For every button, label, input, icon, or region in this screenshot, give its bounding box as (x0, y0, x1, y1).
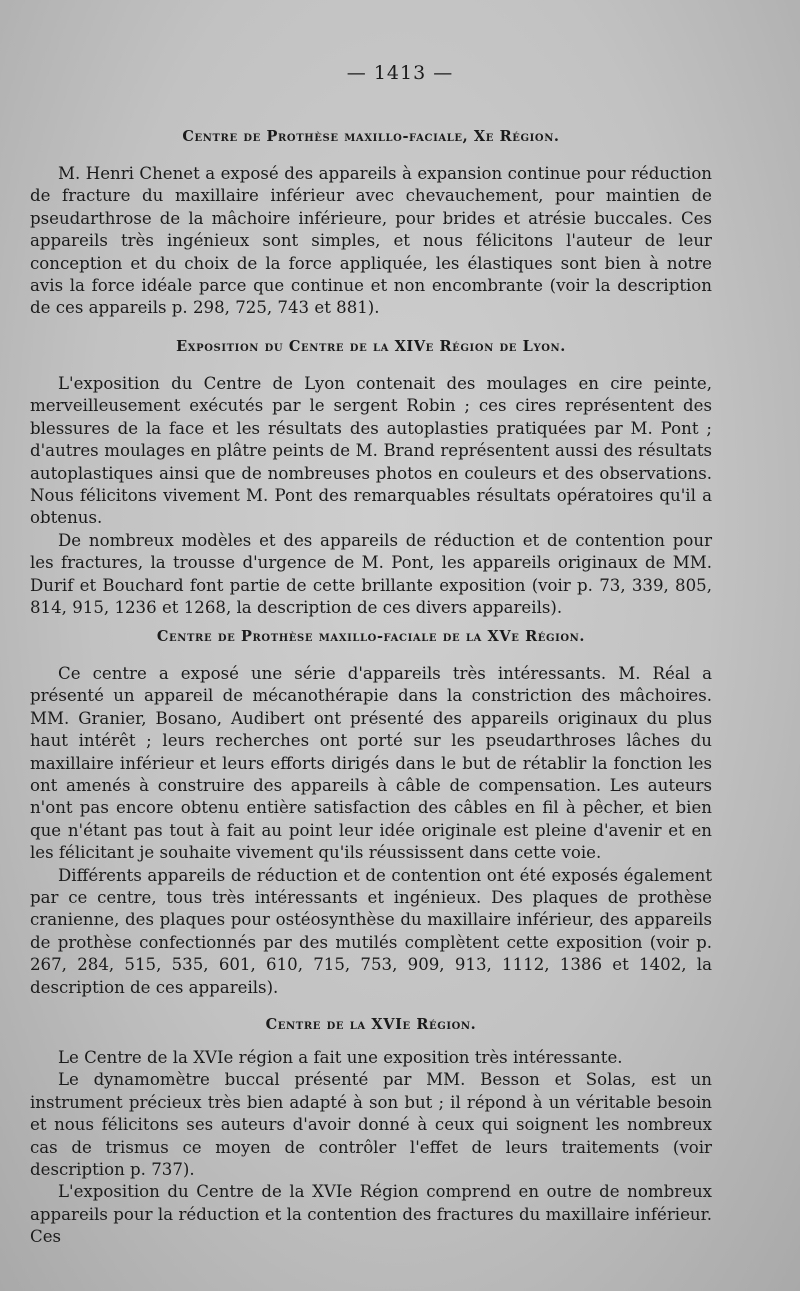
section-xve-region (30, 628, 712, 999)
section-heading: Centre de Prothèse maxillo-faciale, Xe Région. (182, 128, 560, 145)
paragraph: L'exposition du Centre de Lyon contenait des moulages en cire peinte, merveilleusement exécutés par le sergent Robin ; ces cires représentent des blessures de la face et les résultats des autoplasties pratiquées par M. Pont ; d'autres moulages en plâtre peints de M. Brand représentent aussi des résultats autoplastiques ainsi que de nombreuses photos en couleurs et des observations. Nous félicitons vivement M. Pont des remarquables résultats opératoires qu'il a obtenus. (30, 374, 712, 528)
paragraph: L'exposition du Centre de la XVIe Région comprend en outre de nombreux appareils pour la réduction et la contention des fractures du maxillaire inférieur. Ces (30, 1182, 712, 1247)
page-number: — 1413 — (346, 62, 454, 84)
section-xe-region (30, 128, 712, 320)
section-heading: Centre de la XVIe Région. (265, 1016, 477, 1033)
paragraph: Le dynamomètre buccal présenté par MM. Besson et Solas, est un instrument précieux très bien adapté à son but ; il répond à un véritable besoin et nous félicitons ses auteurs d'avoir donné à ceux qui soignent les nombreux cas de trismus ce moyen de contrôler l'effet de leurs traitements (voir description p. 737). (30, 1070, 712, 1180)
paragraph: Le Centre de la XVIe région a fait une exposition très intéressante. (58, 1048, 623, 1067)
paragraph: De nombreux modèles et des appareils de réduction et de contention pour les fractures, la trousse d'urgence de M. Pont, les appareils originaux de MM. Durif et Bouchard font partie de cette brillante exposition (voir p. 73, 339, 805, 814, 915, 1236 et 1268, la description de ces divers appareils). (30, 530, 712, 618)
section-heading: Exposition du Centre de la XIVe Région de Lyon. (176, 338, 566, 355)
paragraph: Ce centre a exposé une série d'appareils très intéressants. M. Réal a présenté un appareil de mécanothérapie dans la constriction des mâchoires. MM. Granier, Bosano, Audibert ont présenté des appareils originaux du plus haut intérêt ; leurs recherches ont porté sur les pseudarthroses lâches du maxillaire inférieur et leurs efforts dirigés dans le but de rétablir la fonction les ont amenés à construire des appareils à câble de compensation. Les auteurs n'ont pas encore obtenu entière satisfaction des câbles en fil à pêcher, et bien que n'étant pas tout à fait au point leur idée originale est pleine d'avenir et en les félicitant je souhaite vivement qu'ils réussissent dans cette voie. (30, 664, 712, 863)
section-xive-region-lyon (30, 338, 712, 619)
section-heading: Centre de Prothèse maxillo-faciale de la XVe Région. (156, 628, 586, 645)
paragraph: M. Henri Chenet a exposé des appareils à expansion continue pour réduction de fracture du maxillaire inférieur avec chevauchement, pour maintien de pseudarthrose de la mâchoire inférieure, pour brides et atrésie buccales. Ces appareils très ingénieux sont simples, et nous félicitons l'auteur de leur conception et du choix de la force appliquée, les élastiques sont bien à notre avis la force idéale parce que continue et non encombrante (voir la description de ces appareils p. 298, 725, 743 et 881). (30, 164, 712, 318)
paragraph: Différents appareils de réduction et de contention ont été exposés également par ce centre, tous très intéressants et ingénieux. Des plaques de prothèse cranienne, des plaques pour ostéosynthèse du maxillaire inférieur, des appareils de prothèse confectionnés par des mutilés complètent cette exposition (voir p. 267, 284, 515, 535, 601, 610, 715, 753, 909, 913, 1112, 1386 et 1402, la description de ces appareils). (30, 865, 712, 997)
section-xvie-region (30, 1016, 712, 1249)
